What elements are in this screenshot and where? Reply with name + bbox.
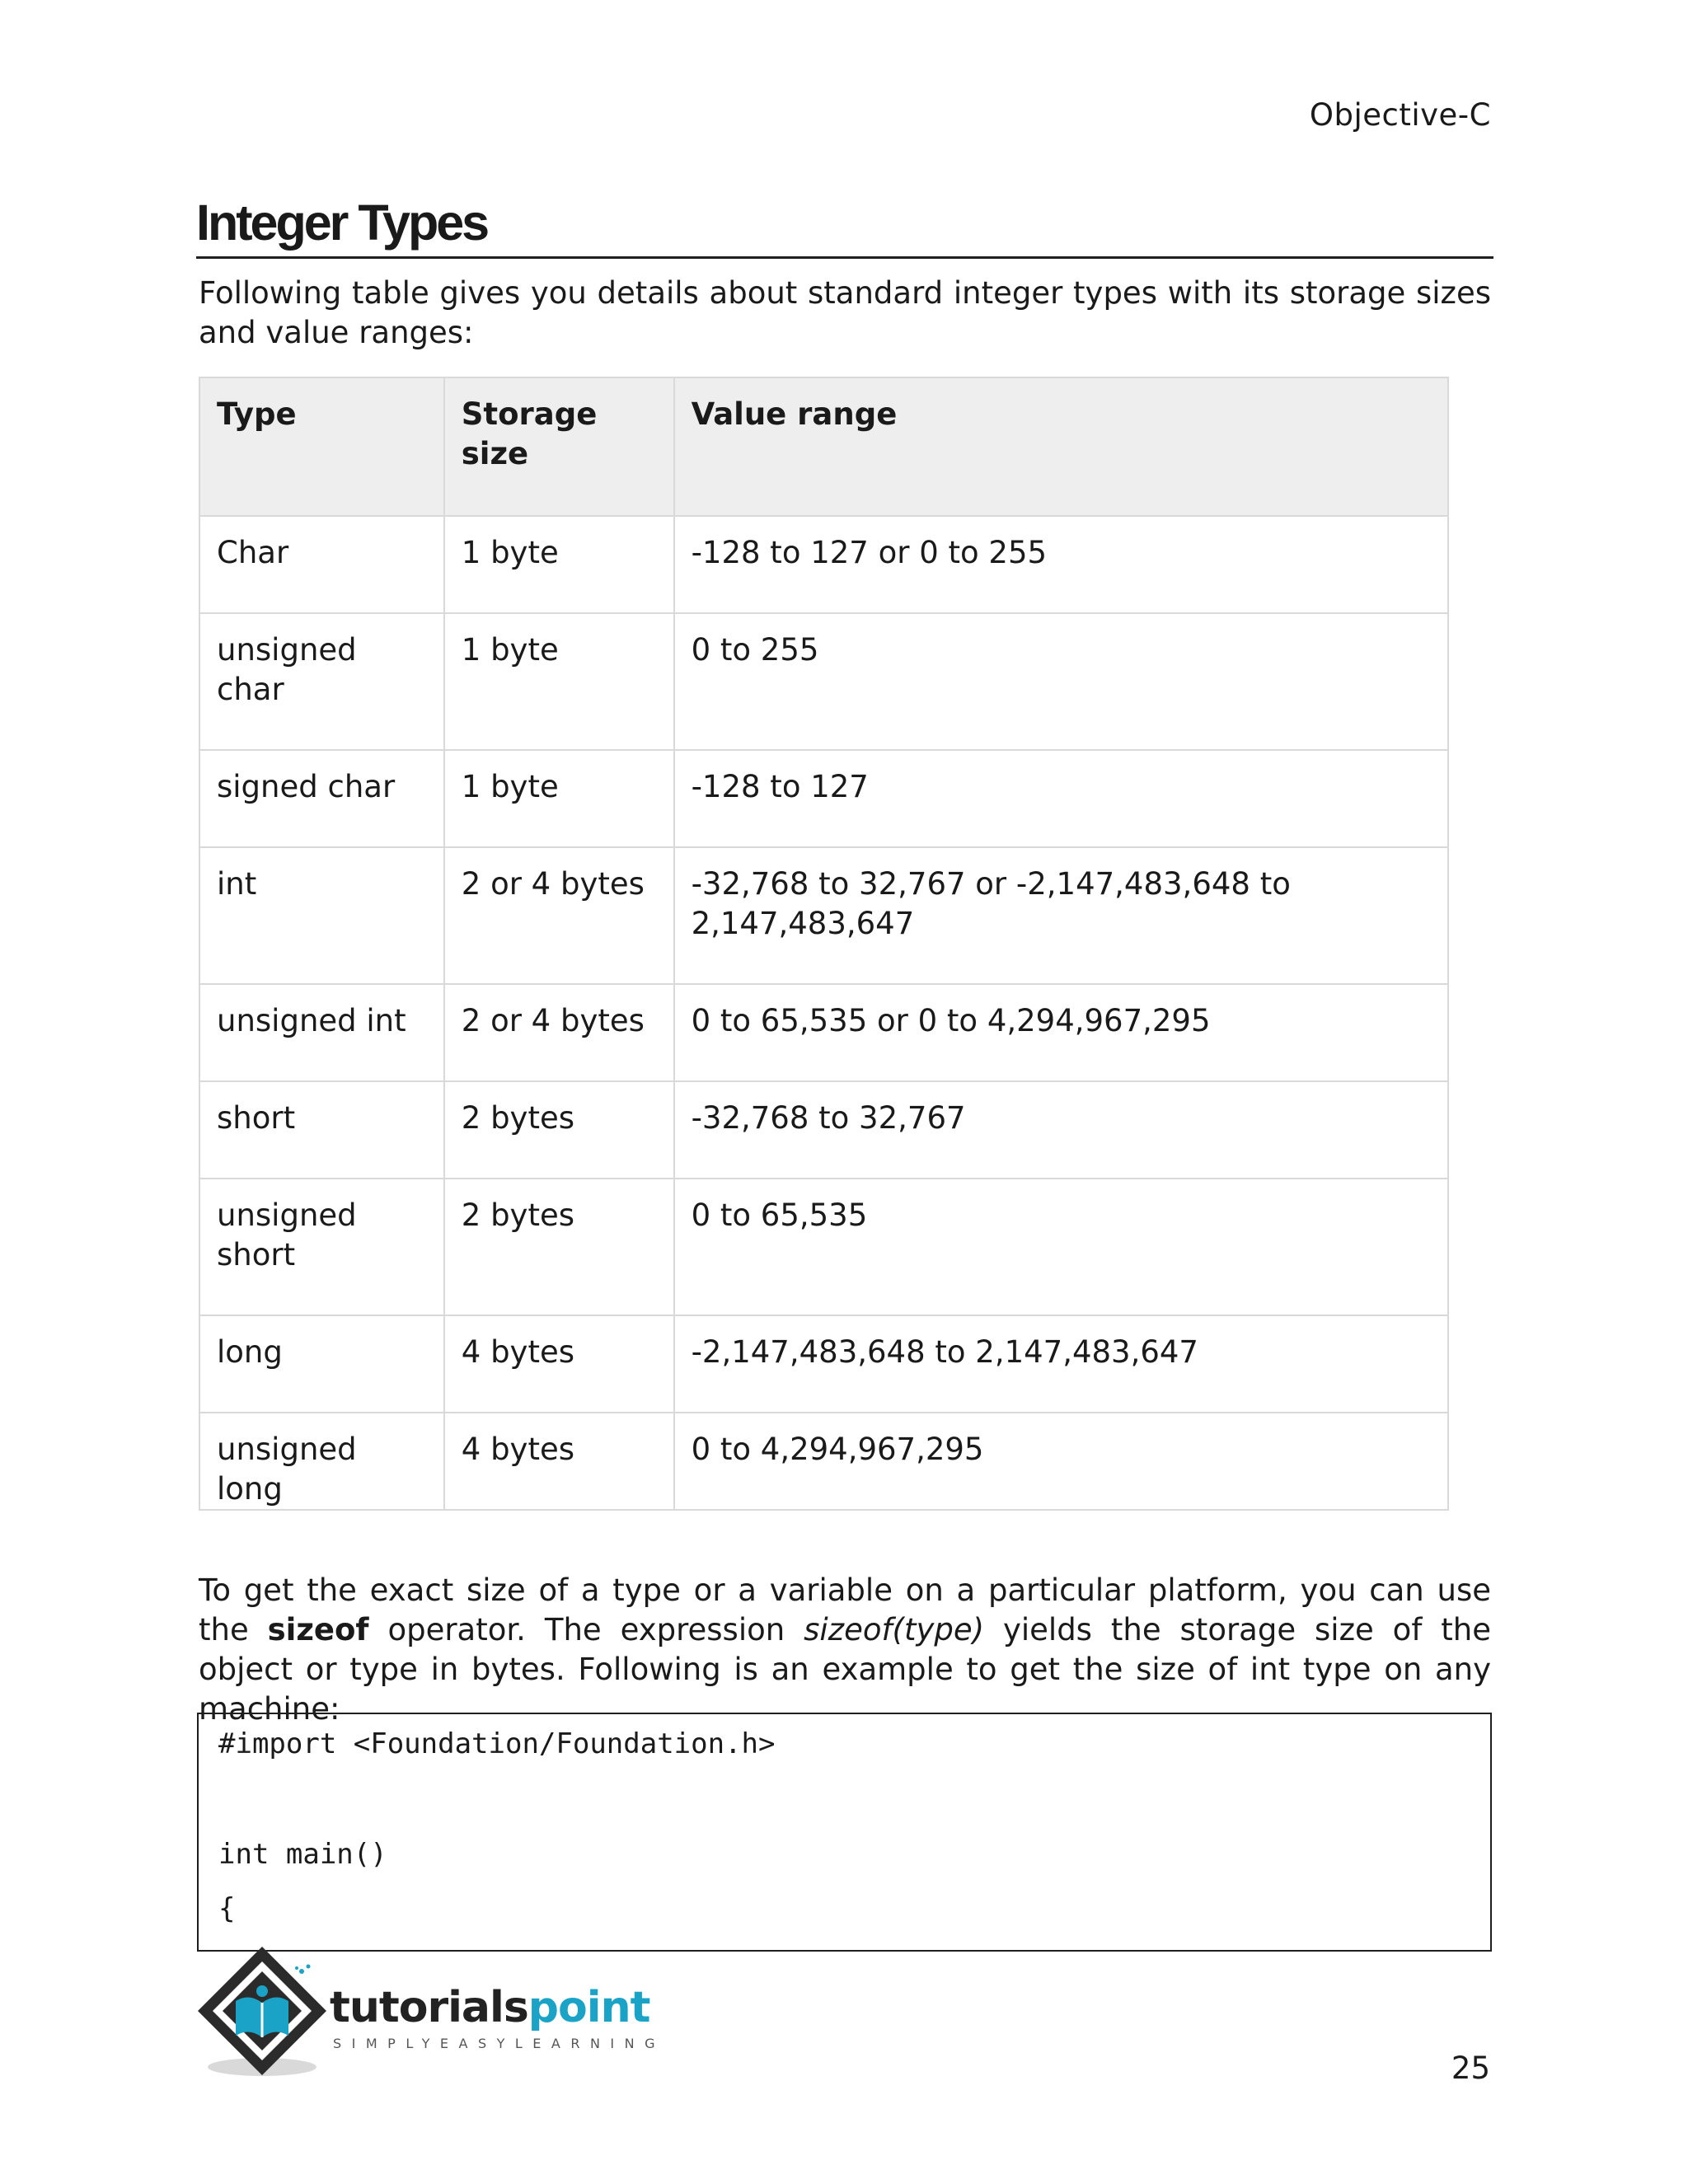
table-row [199, 613, 1448, 750]
code-line: { [218, 1892, 236, 1925]
cell-range: -32,768 to 32,767 or -2,147,483,648 to 2,147,483,647 [674, 847, 1448, 984]
cell-type: signed char [199, 750, 444, 847]
table-row [199, 984, 1448, 1081]
paragraph-text: yields the storage size of the object or type in bytes. Following is an example to get the size of int type on any machine: [199, 1612, 1491, 1727]
cell-size: 2 bytes [444, 1081, 674, 1179]
code-line: #import <Foundation/Foundation.h> [218, 1727, 776, 1760]
cell-type: unsigned char [199, 613, 444, 750]
code-line: int main() [218, 1838, 387, 1871]
sizeof-paragraph [199, 1571, 1491, 1729]
table-row [199, 750, 1448, 847]
sizeof-expression: sizeof(type) [804, 1612, 985, 1647]
paragraph-text: To get the exact size of a type or a variable on a particular platform, you can use the [199, 1572, 1491, 1647]
table-row [199, 1315, 1448, 1413]
cell-range: -128 to 127 [674, 750, 1448, 847]
paragraph-text: operator. The expression [368, 1612, 804, 1647]
logo-tagline: SIMPLYEASYLEARNING [333, 2036, 666, 2051]
integer-types-table [199, 377, 1449, 1511]
cell-size: 2 or 4 bytes [444, 847, 674, 984]
cell-type: Char [199, 516, 444, 613]
cell-range: -32,768 to 32,767 [674, 1081, 1448, 1179]
sizeof-keyword: sizeof [267, 1612, 369, 1647]
page-number: 25 [1451, 2050, 1490, 2086]
cell-type: long [199, 1315, 444, 1413]
cell-range: 0 to 4,294,967,295 [674, 1413, 1448, 1510]
cell-range: -2,147,483,648 to 2,147,483,647 [674, 1315, 1448, 1413]
cell-range: -128 to 127 or 0 to 255 [674, 516, 1448, 613]
cell-range: 0 to 65,535 [674, 1179, 1448, 1315]
cell-size: 2 bytes [444, 1179, 674, 1315]
table-row [199, 1413, 1448, 1510]
cell-size: 2 or 4 bytes [444, 984, 674, 1081]
cell-type: unsigned short [199, 1179, 444, 1315]
cell-type: unsigned int [199, 984, 444, 1081]
section-title: Integer Types [196, 198, 1493, 259]
header-value-range: Value range [674, 377, 1448, 516]
running-header: Objective-C [1309, 97, 1491, 133]
cell-type: short [199, 1081, 444, 1179]
cell-size: 4 bytes [444, 1315, 674, 1413]
header-type: Type [199, 377, 444, 516]
header-storage-size: Storage size [444, 377, 674, 516]
cell-type: unsigned long [199, 1413, 444, 1510]
cell-range: 0 to 65,535 or 0 to 4,294,967,295 [674, 984, 1448, 1081]
logo-emblem-icon [195, 1943, 335, 2083]
cell-size: 1 byte [444, 516, 674, 613]
cell-size: 1 byte [444, 613, 674, 750]
code-block [197, 1713, 1492, 1952]
cell-type: int [199, 847, 444, 984]
cell-size: 1 byte [444, 750, 674, 847]
logo-wordmark: tutorialspoint [330, 1983, 650, 2032]
intro-paragraph: Following table gives you details about standard integer types with its storage sizes and value ranges: [199, 275, 1491, 350]
table-row [199, 1179, 1448, 1315]
cell-size: 4 bytes [444, 1413, 674, 1510]
table-row [199, 516, 1448, 613]
table-row [199, 847, 1448, 984]
cell-range: 0 to 255 [674, 613, 1448, 750]
table-header-row [199, 377, 1448, 516]
tutorialspoint-logo [195, 1943, 666, 2083]
table-row [199, 1081, 1448, 1179]
